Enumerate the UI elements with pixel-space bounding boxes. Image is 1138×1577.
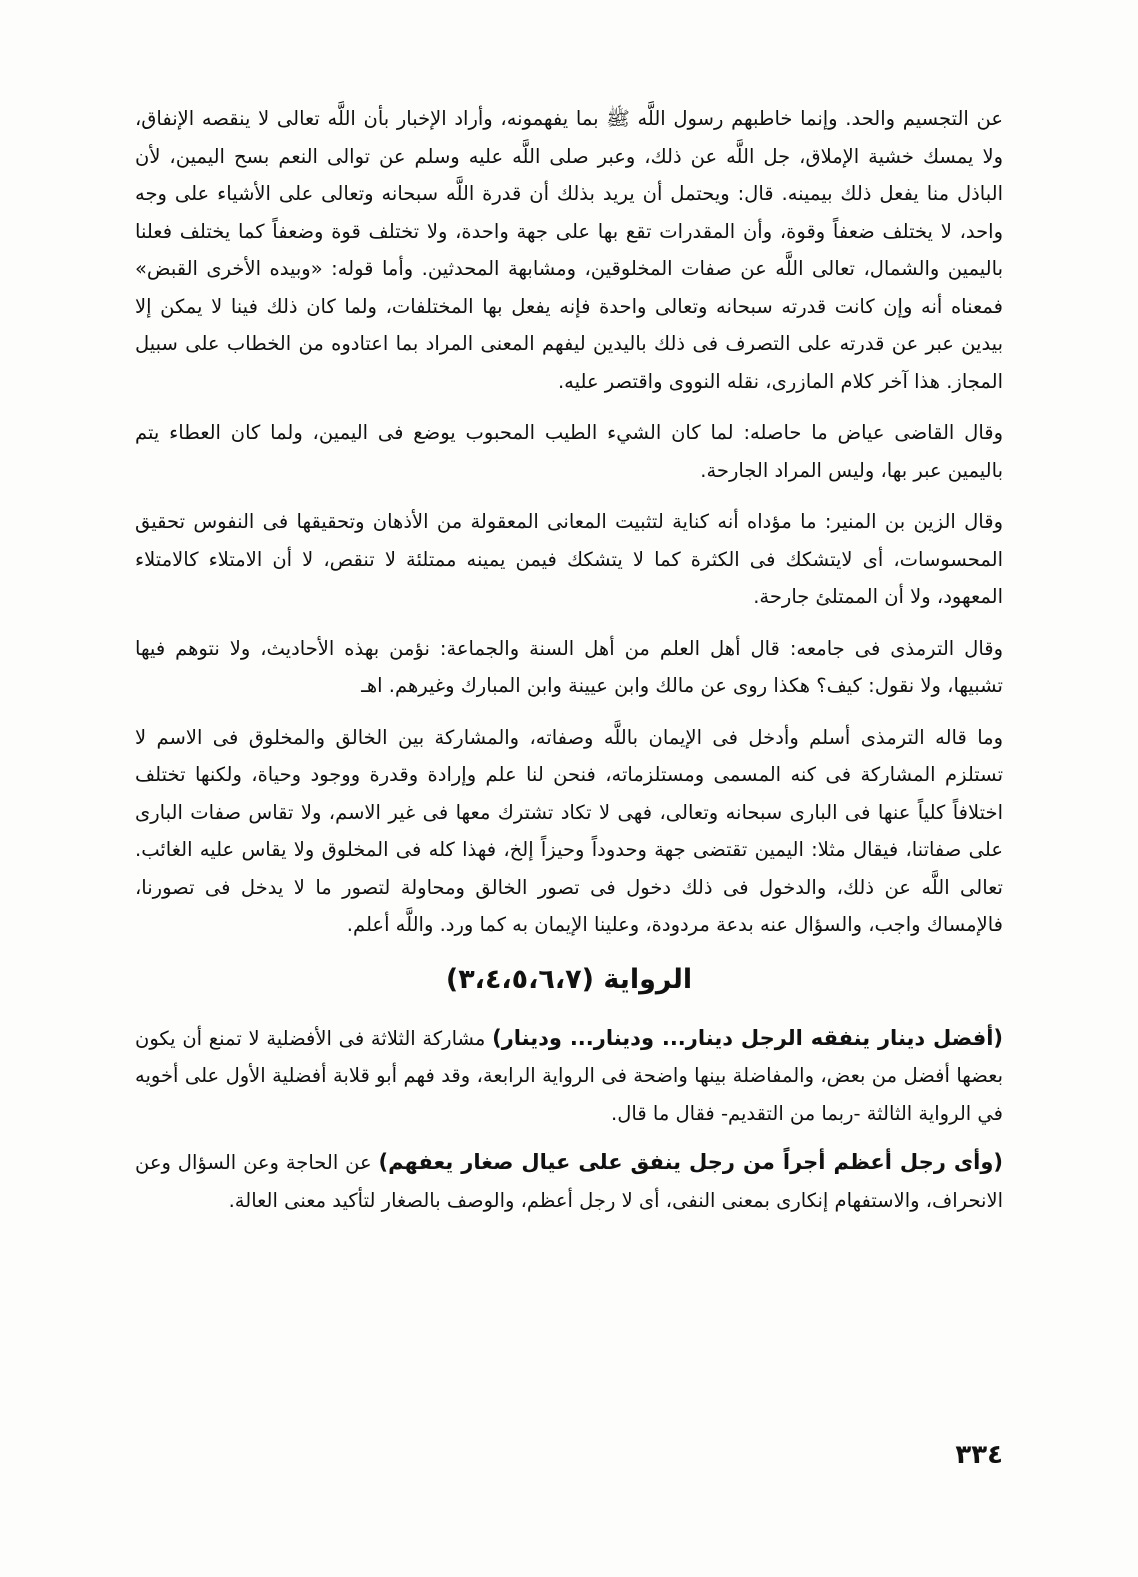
paragraph-zain-ibn-munir: وقال الزين بن المنير: ما مؤداه أنه كناية لتثبيت المعانى المعقولة من الأذهان وتحقيقها فى النفوس تحقيق المحسوسات، أى لايتشكك فى الكثرة كما لا يتشكك فيمن يمينه ممتلئة لا تنقص، لا أن الامتلاء كالامتلاء المعهود، ولا أن الممتلئ جارحة.: [135, 510, 1003, 608]
page-number: ٣٣٤: [955, 1440, 1003, 1470]
commentary-best-dinar: مشاركة الثلاثة فى الأفضلية لا تمنع أن يكون بعضها أفضل من بعض، والمفاضلة بينها واضحة فى الرواية الرابعة، وقد فهم أبو قلابة أفضلية الأول على أخويه في الرواية الثالثة -ربما من التقديم- فقال ما قال.: [135, 1026, 1003, 1125]
paragraph-greatest-reward: [135, 1144, 1003, 1219]
paragraph-tirmidhi-discussion: وما قاله الترمذى أسلم وأدخل فى الإيمان باللَّه وصفاته، والمشاركة بين الخالق والمخلوق فى الاسم لا تستلزم المشاركة فى كنه المسمى ومستلزماته، فنحن لنا علم وإرادة وقدرة ووجود وحياة، ولكنها تختلف اختلافاً كلياً عنها فى البارى سبحانه وتعالى، فهى لا تكاد تشترك معها فى غير الاسم، ولا تقاس صفات البارى على صفاتنا، فيقال مثلا: اليمين تقتضى جهة وحدوداً وحيزاً إلخ، فهذا كله فى المخلوق ولا يقاس عليه الغائب. تعالى اللَّه عن ذلك، والدخول فى ذلك دخول فى تصور الخالق ومحاولة لتصور ما لا يدخل فى تصورنا، فالإمساك واجب، والسؤال عنه بدعة مردودة، وعلينا الإيمان به كما ورد. واللَّه أعلم.: [135, 725, 1003, 936]
hadith-quote-best-dinar: (أفضل دينار ينفقه الرجل دينار... ودينار... ودينار): [492, 1025, 1004, 1050]
paragraph-tirmidhi: وقال الترمذى فى جامعه: قال أهل العلم من أهل السنة والجماعة: نؤمن بهذه الأحاديث، ولا نتوهم فيها تشبيها، ولا نقول: كيف؟ هكذا روى عن مالك وابن عيينة وابن المبارك وغيرهم. اهـ: [135, 636, 1003, 697]
paragraph-qadi-iyad: وقال القاضى عياض ما حاصله: لما كان الشيء الطيب المحبوب يوضع فى اليمين، ولما كان العطاء يتم باليمين عبر بها، وليس المراد الجارحة.: [135, 421, 1003, 482]
section-heading-riwayah: الرواية (٣،٤،٥،٦،٧): [445, 963, 693, 995]
page-body: [135, 100, 1003, 1231]
hadith-quote-greatest-reward: (وأى رجل أعظم أجراً من رجل ينفق على عيال صغار يعفهم): [378, 1150, 1003, 1174]
paragraph-mazari-commentary: عن التجسيم والحد. وإنما خاطبهم رسول اللَّه ﷺ بما يفهمونه، وأراد الإخبار بأن اللَّه تعالى لا ينقصه الإنفاق، ولا يمسك خشية الإملاق، جل اللَّه عن ذلك، وعبر صلى اللَّه عليه وسلم عن توالى النعم بسح اليمين، لأن الباذل منا يفعل ذلك بيمينه. قال: ويحتمل أن يريد بذلك أن قدرة اللَّه سبحانه وتعالى على الأشياء على وجه واحد، لا يختلف ضعفاً وقوة، وأن المقدرات تقع بها على جهة واحدة، ولا تختلف قوة وضعفاً كما يختلف فعلنا باليمين والشمال، تعالى اللَّه عن صفات المخلوقين، ومشابهة المحدثين. وأما قوله: «وبيده الأخرى القبض» فمعناه أنه وإن كانت قدرته سبحانه وتعالى واحدة فإنه يفعل بها المختلفات، ولما كان ذلك فينا لا يمكن إلا بيدين عبر عن قدرته على التصرف فى ذلك باليدين ليفهم المعنى المراد بما اعتادوه من الخطاب على سبيل المجاز. هذا آخر كلام المازرى، نقله النووى واقتصر عليه.: [135, 107, 1003, 393]
commentary-greatest-reward: عن الحاجة وعن السؤال وعن الانحراف، والاستفهام إنكارى بمعنى النفى، أى لا رجل أعظم، والوصف بالصغار لتأكيد معنى العالة.: [135, 1151, 1003, 1212]
paragraph-best-dinar: [135, 1020, 1003, 1133]
